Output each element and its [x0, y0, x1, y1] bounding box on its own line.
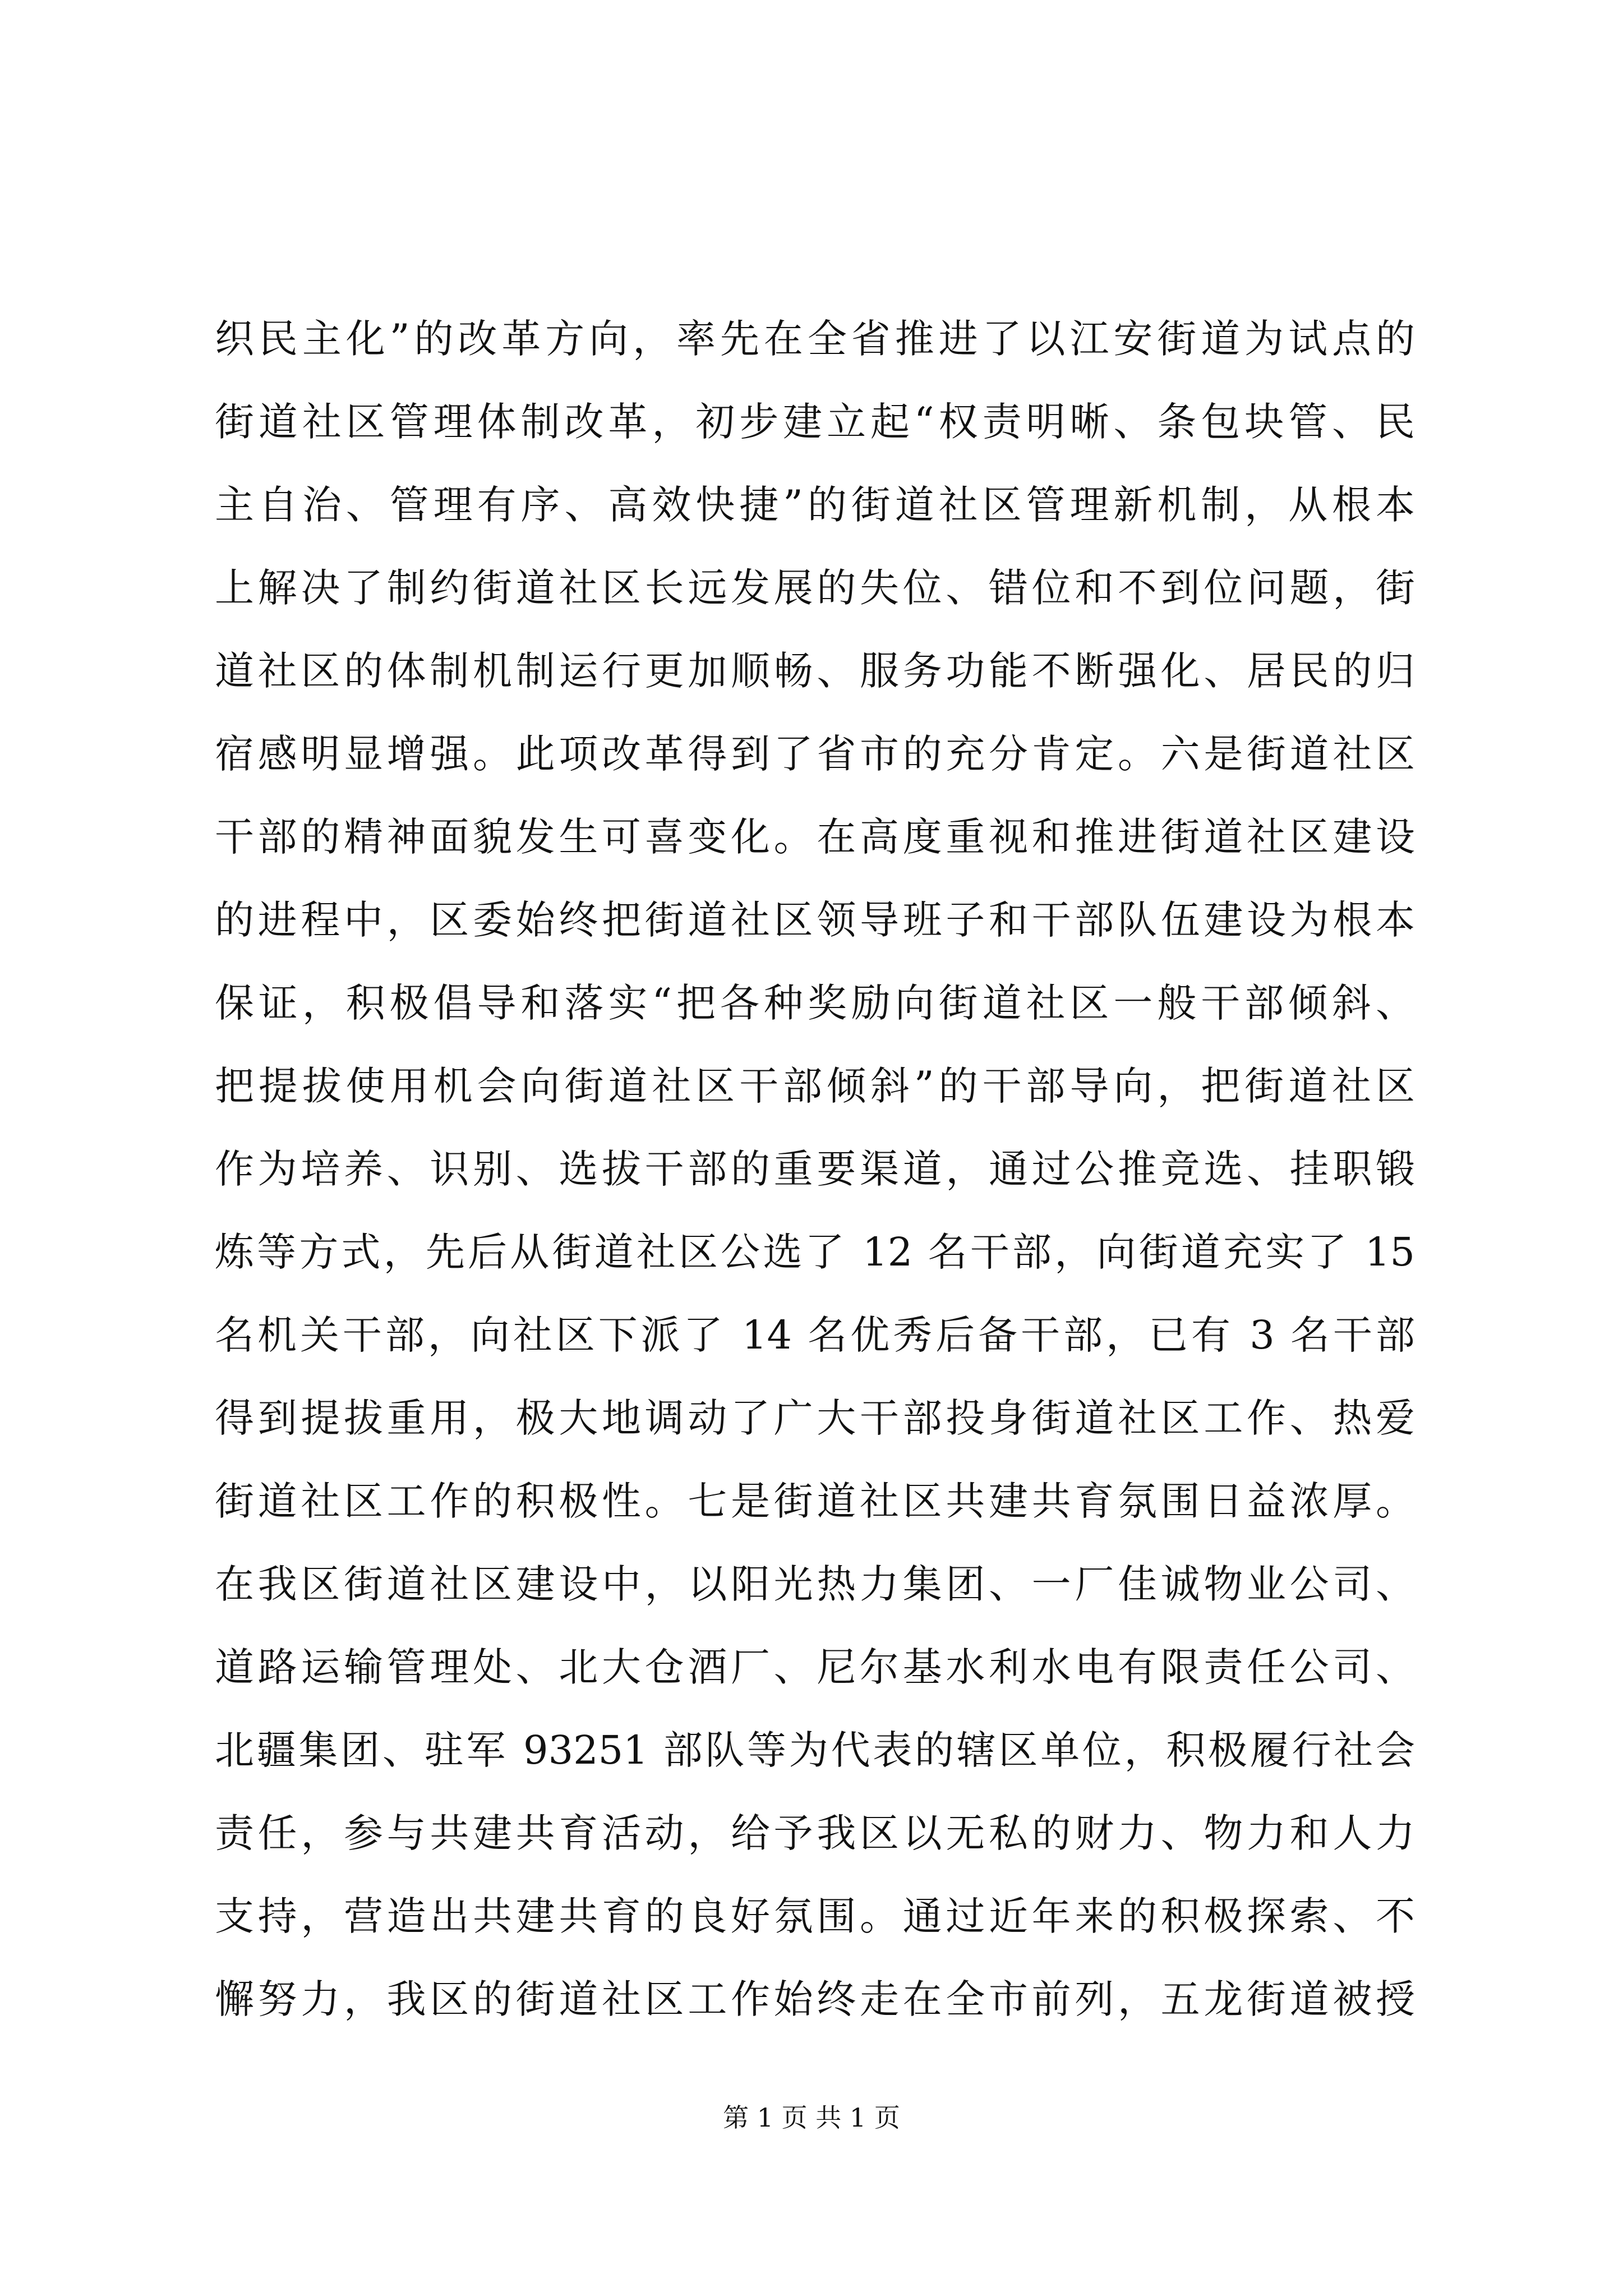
text-line: 道路运输管理处、北大仓酒厂、尼尔基水利水电有限责任公司、 — [215, 1644, 1415, 1690]
text-line: 得到提拔重用，极大地调动了广大干部投身街道社区工作、热爱 — [215, 1395, 1415, 1441]
page-footer: 第 1 页 共 1 页 — [723, 2102, 900, 2133]
text-line: 上解决了制约街道社区长远发展的失位、错位和不到位问题，街 — [215, 565, 1415, 611]
text-line: 把提拔使用机会向街道社区干部倾斜”的干部导向，把街道社区 — [215, 1063, 1415, 1109]
text-line: 保证，积极倡导和落实“把各种奖励向街道社区一般干部倾斜、 — [215, 980, 1415, 1026]
text-line: 的进程中，区委始终把街道社区领导班子和干部队伍建设为根本 — [215, 897, 1415, 943]
text-line: 宿感明显增强。此项改革得到了省市的充分肯定。六是街道社区 — [215, 731, 1415, 777]
text-line: 炼等方式，先后从街道社区公选了 12 名干部，向街道充实了 15 — [215, 1229, 1415, 1275]
text-line: 主自治、管理有序、高效快捷”的街道社区管理新机制，从根本 — [215, 482, 1415, 528]
text-line: 在我区街道社区建设中，以阳光热力集团、一厂佳诚物业公司、 — [215, 1561, 1415, 1607]
text-line: 干部的精神面貌发生可喜变化。在高度重视和推进街道社区建设 — [215, 814, 1415, 860]
text-line: 北疆集团、驻军 93251 部队等为代表的辖区单位，积极履行社会 — [215, 1727, 1415, 1773]
text-line: 懈努力，我区的街道社区工作始终走在全市前列，五龙街道被授 — [215, 1976, 1415, 2022]
text-line: 作为培养、识别、选拔干部的重要渠道，通过公推竞选、挂职锻 — [215, 1146, 1415, 1192]
text-line: 街道社区管理体制改革，初步建立起“权责明晰、条包块管、民 — [215, 399, 1415, 445]
text-line: 支持，营造出共建共育的良好氛围。通过近年来的积极探索、不 — [215, 1893, 1415, 1939]
text-line: 名机关干部，向社区下派了 14 名优秀后备干部，已有 3 名干部 — [215, 1312, 1415, 1358]
text-line: 责任，参与共建共育活动，给予我区以无私的财力、物力和人力 — [215, 1810, 1415, 1856]
body-text — [215, 297, 1415, 2041]
text-line: 织民主化”的改革方向，率先在全省推进了以江安街道为试点的 — [215, 316, 1415, 362]
text-line: 街道社区工作的积极性。七是街道社区共建共育氛围日益浓厚。 — [215, 1478, 1415, 1524]
text-line: 道社区的体制机制运行更加顺畅、服务功能不断强化、居民的归 — [215, 648, 1415, 694]
